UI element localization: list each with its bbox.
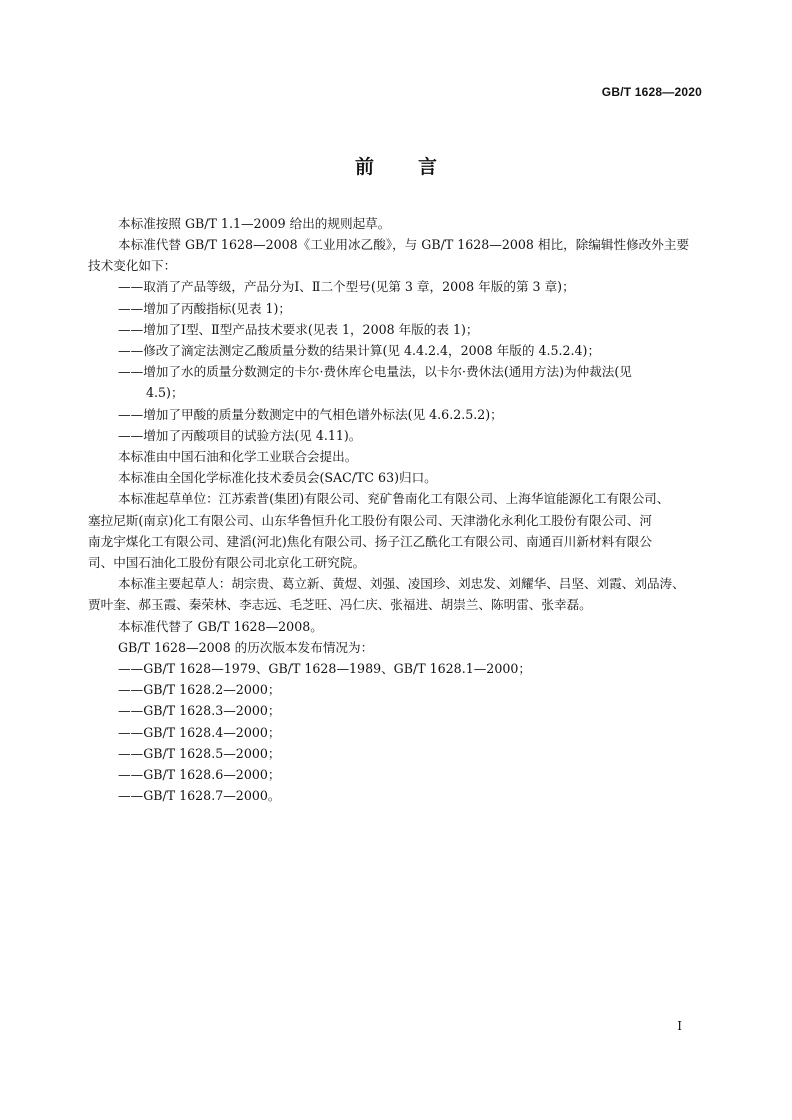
text-line: ——GB/T 1628.4—2000； bbox=[118, 725, 281, 740]
text-line: ——GB/T 1628.7—2000。 bbox=[118, 788, 281, 803]
text-line: 本标准起草单位：江苏索普(集团)有限公司、兖矿鲁南化工有限公司、上海华谊能源化工有限公司、 bbox=[118, 491, 670, 506]
page-title bbox=[0, 152, 792, 179]
text-line: ——增加了丙酸指标(见表 1)； bbox=[118, 301, 291, 316]
text-line: ——增加了丙酸项目的试验方法(见 4.11)。 bbox=[118, 428, 362, 443]
text-line: ——增加了甲酸的质量分数测定中的气相色谱外标法(见 4.6.2.5.2)； bbox=[118, 407, 503, 422]
text-line: 南龙宇煤化工有限公司、建滔(河北)焦化有限公司、扬子江乙酰化工有限公司、南通百川新材料有限公 bbox=[88, 534, 652, 549]
text-line: 技术变化如下： bbox=[88, 258, 177, 273]
text-line: ——修改了滴定法测定乙酸质量分数的结果计算(见 4.4.2.4，2008 年版的 4.5.2.4)； bbox=[118, 343, 601, 358]
text-line: 本标准代替 GB/T 1628—2008《工业用冰乙酸》，与 GB/T 1628—2008 相比，除编辑性修改外主要 bbox=[118, 237, 690, 252]
text-line: 贾叶奎、郝玉霞、秦荣林、李志远、毛芝旺、冯仁庆、张福进、胡崇兰、陈明雷、张幸磊。 bbox=[88, 597, 592, 612]
text-line: ——取消了产品等级，产品分为Ⅰ、Ⅱ二个型号(见第 3 章，2008 年版的第 3 章)； bbox=[118, 279, 575, 294]
title-char-2: 言 bbox=[418, 156, 438, 178]
text-line: ——GB/T 1628.6—2000； bbox=[118, 767, 281, 782]
text-line: 本标准代替了 GB/T 1628—2008。 bbox=[118, 619, 323, 634]
text-line: ——GB/T 1628—1979、GB/T 1628—1989、GB/T 1628.1—2000； bbox=[118, 661, 531, 676]
text-line: 本标准由全国化学标准化技术委员会(SAC/TC 63)归口。 bbox=[118, 470, 437, 485]
text-line: 4.5)； bbox=[146, 385, 184, 400]
text-line: 本标准由中国石油和化学工业联合会提出。 bbox=[118, 449, 358, 464]
text-line: ——GB/T 1628.3—2000； bbox=[118, 703, 281, 718]
text-line: ——GB/T 1628.2—2000； bbox=[118, 682, 281, 697]
standard-code: GB/T 1628—2020 bbox=[601, 85, 702, 99]
page-number: Ⅰ bbox=[677, 1019, 682, 1033]
text-line: ——增加了Ⅰ型、Ⅱ型产品技术要求(见表 1，2008 年版的表 1)； bbox=[118, 322, 479, 337]
text-line: ——GB/T 1628.5—2000； bbox=[118, 746, 281, 761]
text-line: 本标准主要起草人：胡宗贵、葛立新、黄煜、刘强、凌国珍、刘忠发、刘耀华、吕坚、刘霞、刘品涛、 bbox=[118, 576, 685, 591]
text-line: GB/T 1628—2008 的历次版本发布情况为： bbox=[118, 640, 374, 655]
title-char-1: 前 bbox=[354, 156, 374, 178]
text-line: 本标准按照 GB/T 1.1—2009 给出的规则起草。 bbox=[118, 216, 391, 231]
text-line: ——增加了水的质量分数测定的卡尔·费休库仑电量法，以卡尔·费休法(通用方法)为仲裁法(见 bbox=[118, 364, 632, 379]
text-line: 司、中国石油化工股份有限公司北京化工研究院。 bbox=[88, 555, 366, 570]
text-line: 塞拉尼斯(南京)化工有限公司、山东华鲁恒升化工股份有限公司、天津渤化永利化工股份有限公司、河 bbox=[88, 513, 652, 528]
